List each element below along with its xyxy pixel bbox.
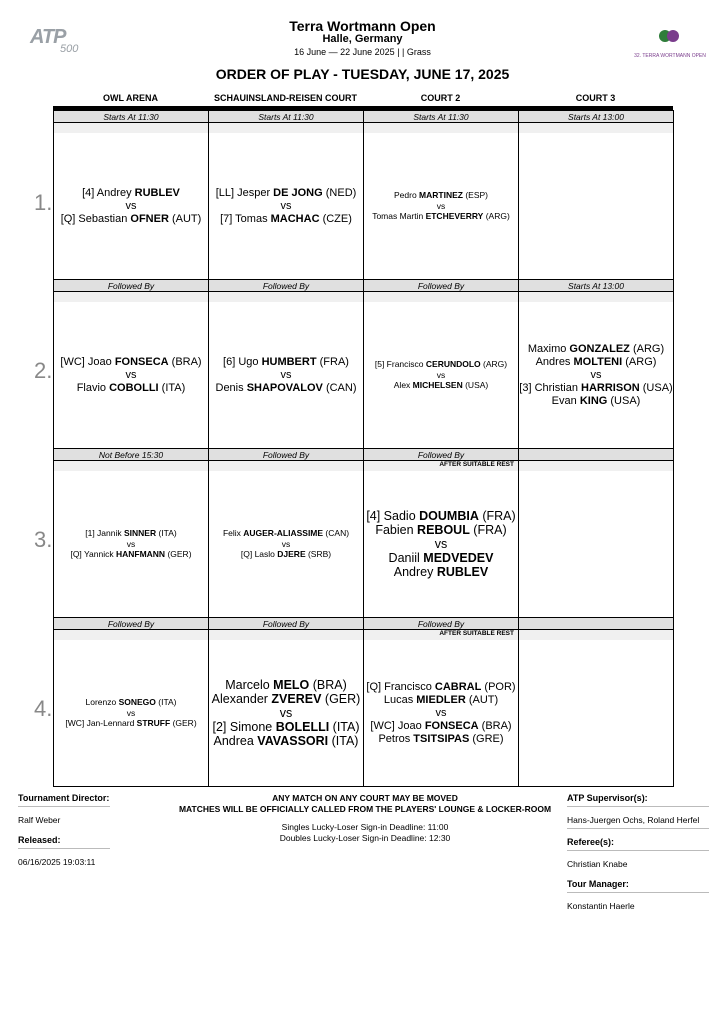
match-players — [519, 302, 673, 448]
match-players — [364, 640, 518, 786]
player-country: (AUT) — [465, 693, 499, 706]
player-first-name: [Q] Yannick — [70, 549, 116, 560]
player-country: vs — [436, 200, 446, 211]
cell-strip — [519, 630, 673, 640]
court-header-court-2: COURT 2 — [420, 93, 461, 103]
cell-strip — [519, 292, 673, 302]
notice-called: MATCHES WILL BE OFFICIALLY CALLED FROM THE PLAYERS' LOUNGE & LOCKER-ROOM — [178, 804, 552, 814]
match-cell — [53, 279, 209, 449]
match-row-number: 3. — [34, 527, 53, 552]
cell-strip — [54, 292, 208, 302]
cell-strip — [364, 292, 518, 302]
player-surname: REBOUL — [417, 523, 470, 537]
player-first-name: [6] Ugo — [223, 355, 262, 368]
player-line — [212, 692, 361, 706]
match-start-label: Starts At 11:30 — [54, 111, 208, 123]
cell-strip — [54, 630, 208, 640]
player-first-name: Andres — [535, 355, 574, 368]
match-players — [209, 471, 363, 617]
match-players — [364, 133, 518, 279]
player-line — [220, 213, 352, 226]
player-surname: MARTINEZ — [419, 190, 463, 201]
player-country: (FRA) — [316, 355, 349, 368]
player-surname: MEDVEDEV — [423, 551, 494, 565]
cell-strip — [519, 123, 673, 133]
player-first-name: [7] Tomas — [220, 212, 271, 225]
match-cell — [518, 110, 674, 280]
player-country: (BRA) — [168, 355, 202, 368]
match-start-label — [519, 449, 673, 461]
player-line — [77, 382, 186, 395]
versus-label — [126, 369, 137, 382]
match-cell — [208, 617, 364, 787]
match-players — [209, 302, 363, 448]
player-surname: AUGER-ALIASSIME — [243, 528, 324, 539]
match-players — [364, 471, 518, 617]
player-first-name: [5] Francisco — [374, 359, 426, 370]
court-header-court-3: COURT 3 — [575, 93, 616, 103]
tournament-director-label: Tournament Director: — [18, 793, 110, 803]
match-start-label: Starts At 11:30 — [209, 111, 363, 123]
player-line — [394, 190, 488, 201]
versus-label — [127, 539, 136, 550]
versus-label — [282, 539, 291, 550]
player-first-name: [1] Jannik — [85, 528, 124, 539]
versus-label — [437, 370, 446, 381]
player-surname: ZVEREV — [271, 692, 322, 706]
versus-label — [591, 369, 602, 382]
match-start-label: Followed By — [209, 449, 363, 461]
player-country: vs — [436, 369, 446, 380]
match-start-label: Starts At 13:00 — [519, 280, 673, 292]
footer-right — [567, 793, 709, 911]
player-country: (GER) — [165, 549, 192, 560]
match-start-label: Starts At 13:00 — [519, 111, 673, 123]
match-players — [364, 302, 518, 448]
player-first-name: Andrey — [393, 565, 437, 579]
player-line — [241, 549, 331, 560]
player-surname: FONSECA — [424, 719, 479, 732]
tour-manager-value: Konstantin Haerle — [567, 901, 635, 911]
player-country: (FRA) — [478, 509, 516, 523]
player-country: (SRB) — [305, 549, 332, 560]
cell-strip — [209, 461, 363, 471]
player-country: (BRA) — [309, 678, 347, 692]
player-line — [366, 681, 515, 694]
player-line — [214, 734, 359, 748]
player-country: (CAN) — [322, 381, 357, 394]
player-country: vs — [125, 199, 137, 212]
released-value: 06/16/2025 19:03:11 — [18, 857, 96, 867]
player-country: vs — [279, 706, 293, 720]
versus-label — [437, 201, 446, 212]
player-surname: VAVASSORI — [257, 734, 329, 748]
player-surname: HUMBERT — [261, 355, 317, 368]
match-cell — [363, 110, 519, 280]
referee-label: Referee(s): — [567, 837, 615, 847]
player-first-name: [2] Simone — [212, 720, 276, 734]
match-row-number: 2. — [34, 358, 53, 383]
player-line — [552, 395, 641, 408]
match-start-label: Followed By — [364, 280, 518, 292]
player-country: (AUT) — [168, 212, 202, 225]
player-surname: STRUFF — [136, 718, 171, 729]
player-line — [519, 382, 672, 395]
player-line — [375, 359, 507, 370]
player-country: (ESP) — [462, 190, 488, 201]
player-country: (USA) — [462, 380, 489, 391]
player-country: vs — [434, 537, 448, 551]
divider — [18, 806, 110, 807]
tournament-director-value: Ralf Weber — [18, 815, 61, 825]
player-country: (ARG) — [480, 359, 508, 370]
versus-label — [126, 200, 137, 213]
player-first-name: [Q] Francisco — [366, 680, 435, 693]
divider — [567, 850, 709, 851]
court-header-schauinsland: SCHAUINSLAND-REISEN COURT — [213, 93, 357, 103]
player-surname: COBOLLI — [109, 381, 159, 394]
court-header-owl-arena: OWL ARENA — [103, 93, 158, 103]
player-country: (ITA) — [155, 697, 177, 708]
player-country: vs — [280, 199, 292, 212]
doubles-ll-deadline: Doubles Lucky-Loser Sign-in Deadline: 12:30 — [279, 833, 451, 843]
match-cell — [363, 448, 519, 618]
atp-supervisor-label: ATP Supervisor(s): — [567, 793, 648, 803]
player-country: vs — [590, 368, 602, 381]
player-surname: CERUNDOLO — [425, 359, 481, 370]
match-cell — [53, 617, 209, 787]
divider — [18, 848, 110, 849]
released-label: Released: — [18, 835, 61, 845]
match-players — [519, 133, 673, 279]
after-suitable-rest-note: AFTER SUITABLE REST — [439, 630, 514, 637]
match-start-label: Followed By — [54, 618, 208, 630]
player-first-name: Daniil — [388, 551, 424, 565]
player-first-name: Alexander — [211, 692, 272, 706]
player-surname: DJERE — [277, 549, 306, 560]
player-first-name: [WC] Joao — [370, 719, 425, 732]
player-surname: TSITSIPAS — [413, 732, 470, 745]
player-country: (FRA) — [469, 523, 507, 537]
player-first-name: [3] Christian — [519, 381, 582, 394]
player-first-name: Marcelo — [225, 678, 274, 692]
match-players — [209, 133, 363, 279]
player-country: vs — [435, 706, 447, 719]
player-first-name: Maximo — [527, 342, 570, 355]
player-country: vs — [281, 538, 291, 549]
player-line — [223, 528, 349, 539]
match-cell — [53, 448, 209, 618]
match-players — [209, 640, 363, 786]
match-players — [54, 302, 208, 448]
player-first-name: Tomas Martin — [372, 211, 426, 222]
match-start-label: Followed By — [364, 449, 518, 461]
match-start-label: Not Before 15:30 — [54, 449, 208, 461]
player-country: (ARG) — [629, 342, 665, 355]
after-suitable-rest-note: AFTER SUITABLE REST — [439, 461, 514, 468]
player-first-name: [WC] Jan-Lennard — [65, 718, 137, 729]
player-first-name: Denis — [215, 381, 247, 394]
versus-label — [281, 200, 292, 213]
player-country: (CZE) — [319, 212, 352, 225]
player-line — [375, 523, 506, 537]
player-line — [372, 211, 510, 222]
player-first-name: [4] Andrey — [82, 186, 135, 199]
match-start-label — [519, 618, 673, 630]
player-line — [394, 565, 489, 579]
player-country: vs — [126, 707, 136, 718]
player-first-name: Pedro — [394, 190, 420, 201]
match-row-number: 4. — [34, 696, 53, 721]
match-cell — [518, 448, 674, 618]
player-line — [528, 343, 664, 356]
match-cell — [518, 279, 674, 449]
player-first-name: Andrea — [213, 734, 258, 748]
divider — [567, 892, 709, 893]
player-first-name: Alex — [393, 380, 413, 391]
player-country: vs — [126, 538, 136, 549]
player-country: (NED) — [322, 186, 357, 199]
player-line — [223, 356, 349, 369]
player-line — [384, 694, 498, 707]
player-surname: ETCHEVERRY — [425, 211, 484, 222]
player-line — [82, 187, 180, 200]
player-line — [60, 356, 201, 369]
player-surname: GONZALEZ — [569, 342, 630, 355]
player-line — [61, 213, 202, 226]
player-line — [366, 509, 515, 523]
match-players — [519, 640, 673, 786]
player-country: (GRE) — [469, 732, 504, 745]
match-players — [54, 640, 208, 786]
player-country: vs — [125, 368, 137, 381]
player-first-name: [4] Sadio — [366, 509, 420, 523]
player-line — [389, 551, 494, 565]
player-country: (CAN) — [323, 528, 350, 539]
player-country: (USA) — [639, 381, 673, 394]
match-cell — [363, 279, 519, 449]
cell-strip — [54, 461, 208, 471]
referee-value: Christian Knabe — [567, 859, 628, 869]
order-of-play-title: ORDER OF PLAY - TUESDAY, JUNE 17, 2025 — [215, 66, 510, 82]
notice-moved: ANY MATCH ON ANY COURT MAY BE MOVED — [272, 793, 458, 803]
player-surname: DE JONG — [273, 186, 323, 199]
match-start-label: Starts At 11:30 — [364, 111, 518, 123]
player-surname: RUBLEV — [436, 565, 489, 579]
tour-manager-label: Tour Manager: — [567, 879, 629, 889]
player-line — [378, 733, 503, 746]
player-line — [216, 382, 357, 395]
match-cell — [208, 279, 364, 449]
player-country: vs — [280, 368, 292, 381]
player-surname: BOLELLI — [275, 720, 330, 734]
player-first-name: Petros — [378, 732, 414, 745]
cell-strip — [209, 123, 363, 133]
player-surname: MACHAC — [270, 212, 320, 225]
player-line — [65, 718, 196, 729]
cell-strip — [519, 461, 673, 471]
player-country: (POR) — [481, 680, 516, 693]
versus-label — [435, 537, 448, 551]
player-line — [216, 187, 357, 200]
player-line — [225, 678, 347, 692]
player-first-name: [Q] Sebastian — [60, 212, 131, 225]
match-cell — [518, 617, 674, 787]
sponsor-logo-caption: 32. TERRA WORTMANN OPEN — [634, 53, 706, 59]
player-surname: MICHELSEN — [412, 380, 463, 391]
atp-supervisor-value: Hans-Juergen Ochs, Roland Herfel — [567, 815, 700, 825]
match-row-number: 1. — [34, 190, 53, 215]
player-surname: SINNER — [124, 528, 157, 539]
player-first-name: Felix — [222, 528, 244, 539]
player-line — [85, 528, 177, 539]
player-country: (GER) — [321, 692, 361, 706]
atp-logo-text: ATP — [30, 26, 66, 48]
player-country: (BRA) — [478, 719, 512, 732]
player-first-name: Lucas — [383, 693, 417, 706]
player-first-name: [LL] Jesper — [215, 186, 274, 199]
player-first-name: Evan — [551, 394, 580, 407]
match-start-label: Followed By — [364, 618, 518, 630]
player-country: (GER) — [170, 718, 197, 729]
player-surname: OFNER — [130, 212, 169, 225]
divider — [567, 828, 709, 829]
footer-left — [18, 793, 110, 867]
tournament-dates: 16 June — 22 June 2025 | | Grass — [294, 47, 431, 57]
player-line — [70, 549, 191, 560]
match-players — [519, 471, 673, 617]
versus-label — [436, 707, 447, 720]
player-line — [85, 697, 176, 708]
versus-label — [127, 708, 136, 719]
cell-strip — [209, 292, 363, 302]
match-start-label: Followed By — [54, 280, 208, 292]
player-surname: CABRAL — [434, 680, 482, 693]
player-surname: HANFMANN — [115, 549, 166, 560]
cell-strip — [54, 123, 208, 133]
singles-ll-deadline: Singles Lucky-Loser Sign-in Deadline: 11:00 — [281, 822, 449, 832]
player-surname: KING — [579, 394, 608, 407]
player-first-name: [Q] Laslo — [240, 549, 278, 560]
tournament-title: Terra Wortmann Open — [289, 18, 436, 34]
cell-strip — [364, 123, 518, 133]
match-players — [54, 471, 208, 617]
player-country: (ARG) — [622, 355, 657, 368]
versus-label — [281, 369, 292, 382]
match-cell — [363, 617, 519, 787]
player-surname: DOUMBIA — [419, 509, 479, 523]
match-start-label: Followed By — [209, 280, 363, 292]
player-surname: MOLTENI — [573, 355, 623, 368]
player-surname: MIEDLER — [416, 693, 466, 706]
match-players — [54, 133, 208, 279]
match-cell — [53, 110, 209, 280]
player-country: (ITA) — [158, 381, 186, 394]
player-surname: SHAPOVALOV — [246, 381, 323, 394]
player-surname: MELO — [273, 678, 310, 692]
match-start-label: Followed By — [209, 618, 363, 630]
player-line — [370, 720, 511, 733]
player-first-name: Lorenzo — [85, 697, 119, 708]
player-first-name: Fabien — [375, 523, 418, 537]
player-line — [536, 356, 657, 369]
player-surname: HARRISON — [581, 381, 640, 394]
player-country: (ITA) — [328, 734, 359, 748]
match-cell — [208, 110, 364, 280]
tournament-location: Halle, Germany — [322, 33, 403, 45]
player-first-name: Flavio — [76, 381, 110, 394]
versus-label — [280, 706, 293, 720]
atp-logo-sub: 500 — [60, 43, 79, 55]
player-country: (ITA) — [156, 528, 177, 539]
player-surname: RUBLEV — [134, 186, 180, 199]
player-surname: SONEGO — [118, 697, 156, 708]
divider — [567, 806, 709, 807]
match-cell — [208, 448, 364, 618]
player-country: (ARG) — [483, 211, 510, 222]
player-first-name: [WC] Joao — [60, 355, 115, 368]
player-line — [212, 720, 359, 734]
player-country: (USA) — [607, 394, 641, 407]
player-surname: FONSECA — [114, 355, 169, 368]
player-line — [394, 380, 488, 391]
player-country: (ITA) — [329, 720, 360, 734]
cell-strip — [209, 630, 363, 640]
